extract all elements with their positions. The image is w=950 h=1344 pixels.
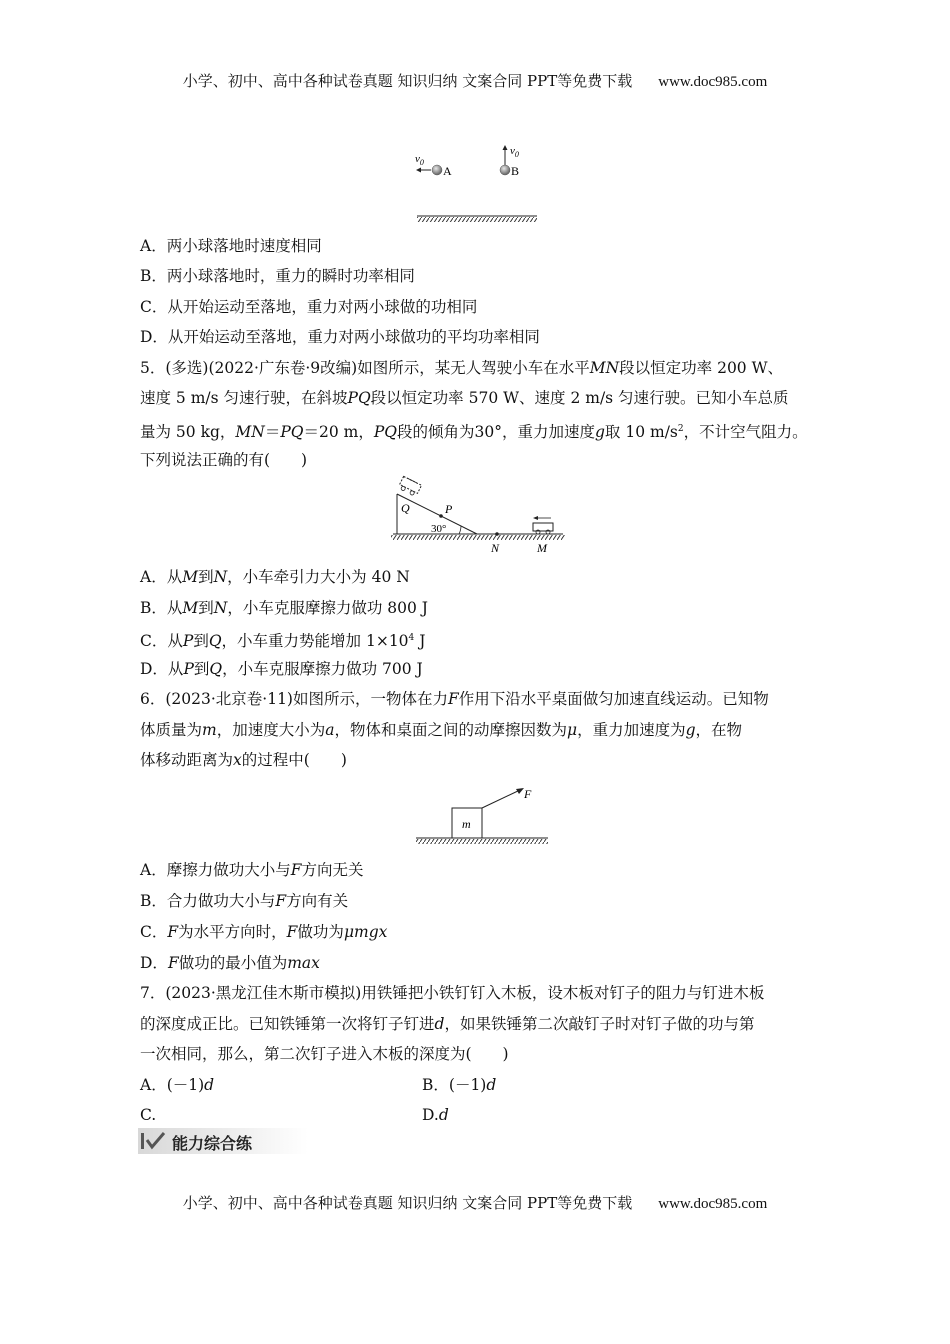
label-m: M — [537, 541, 547, 555]
q4-option-c: C．从开始运动至落地，重力对两小球做的功相同 — [140, 298, 478, 316]
arrow-a-head — [416, 168, 421, 173]
q6-option-d: D．F做功的最小值为max — [140, 954, 320, 972]
force-label: F — [524, 787, 532, 801]
q7-stem-line2: 的深度成正比。已知铁锤第一次将钉子钉进d，如果铁锤第二次敲钉子时对钉子做的功与第 — [140, 1015, 755, 1033]
label-angle: 30° — [431, 523, 447, 535]
q5-stem-line2: 速度 5 m/s 匀速行驶，在斜坡PQ段以恒定功率 570 W、速度 2 m/s 匀速行驶。已知小车总质 — [140, 389, 789, 407]
ball-a-label: A — [443, 164, 452, 178]
point-p — [439, 514, 443, 518]
ground-hatch — [416, 839, 548, 844]
q4-option-d: D．从开始运动至落地，重力对两小球做功的平均功率相同 — [140, 328, 540, 346]
figure-slope — [385, 474, 575, 560]
q5-stem-line1: 5．(多选)(2022·广东卷·9改编)如图所示，某无人驾驶小车在水平MN段以恒定功率 200 W、 — [140, 359, 784, 377]
v0-label-b: $v_0$ — [510, 145, 519, 159]
q6-stem-line1: 6．(2023·北京卷·11)如图所示，一物体在力F作用下沿水平桌面做匀加速直线运动。已知物 — [140, 690, 769, 708]
label-n: N — [491, 541, 500, 555]
force-arrow-head — [516, 788, 524, 794]
footer-site: www.doc985.com — [658, 1196, 768, 1212]
point-n — [495, 532, 499, 536]
label-p: P — [445, 502, 453, 516]
q6-stem-line3: 体移动距离为x的过程中( ) — [140, 751, 347, 769]
label-q: Q — [401, 501, 410, 515]
v0-label-a: $v_0$ — [415, 153, 424, 167]
figure-block — [412, 782, 552, 848]
ball-b-label: B — [511, 164, 520, 178]
car-on-ground — [533, 516, 553, 534]
q4-option-b: B．两小球落地时，重力的瞬时功率相同 — [140, 267, 415, 285]
q6-option-b: B．合力做功大小与F方向有关 — [140, 892, 349, 910]
q7-option-b: B．(－1)d — [422, 1076, 497, 1094]
ground-hatch — [391, 535, 565, 540]
q7-option-d: D.d — [422, 1106, 449, 1124]
section-title: 能力综合练 — [172, 1134, 253, 1153]
page-header — [0, 70, 950, 91]
q5-option-b: B．从M到N，小车克服摩擦力做功 800 J — [140, 599, 428, 617]
q6-option-a: A．摩擦力做功大小与F方向无关 — [140, 861, 364, 879]
ball-a — [432, 165, 442, 175]
q7-stem-line1: 7．(2023·黑龙江佳木斯市模拟)用铁锤把小铁钉钉入木板，设木板对钉子的阻力与钉进木板 — [140, 984, 765, 1002]
q4-option-a: A．两小球落地时速度相同 — [140, 237, 322, 255]
force-arrow — [482, 790, 520, 808]
q7-option-a: A．(－1)d — [140, 1076, 215, 1094]
q5-stem-line4: 下列说法正确的有( ) — [140, 451, 308, 469]
q7-stem-line3: 一次相同，那么，第二次钉子进入木板的深度为( ) — [140, 1045, 509, 1063]
banner-bar-icon — [141, 1133, 144, 1149]
q6-option-c: C．F为水平方向时，F做功为μmgx — [140, 923, 388, 941]
q6-stem-line2: 体质量为m，加速度大小为a，物体和桌面之间的动摩擦因数为μ，重力加速度为g，在物 — [140, 721, 743, 739]
figure-balls — [405, 140, 545, 225]
ground-hatch — [417, 217, 537, 222]
q5-option-d: D．从P到Q，小车克服摩擦力做功 700 J — [140, 660, 423, 678]
page-footer — [0, 1192, 950, 1213]
q5-option-a: A．从M到N，小车牵引力大小为 40 N — [140, 568, 410, 586]
arrow-b-head — [503, 145, 508, 150]
angle-arc — [459, 526, 461, 534]
q5-stem-line3: 量为 50 kg，MN＝PQ＝20 m，PQ段的倾角为30°，重力加速度g取 10 $m/s^2$，不计空气阻力。 — [140, 423, 808, 442]
header-site: www.doc985.com — [658, 74, 768, 90]
footer-text: 小学、初中、高中各种试卷真题 知识归纳 文案合同 PPT等免费下载 — [182, 1194, 633, 1212]
q7-option-c: C. — [140, 1106, 157, 1124]
slope-car-arrow — [407, 478, 417, 483]
ball-b — [500, 165, 510, 175]
block-label: m — [462, 817, 471, 831]
header-text: 小学、初中、高中各种试卷真题 知识归纳 文案合同 PPT等免费下载 — [182, 72, 633, 90]
q5-option-c: C．从P到Q，小车重力势能增加 $1\times 10^4$ J — [140, 632, 426, 651]
